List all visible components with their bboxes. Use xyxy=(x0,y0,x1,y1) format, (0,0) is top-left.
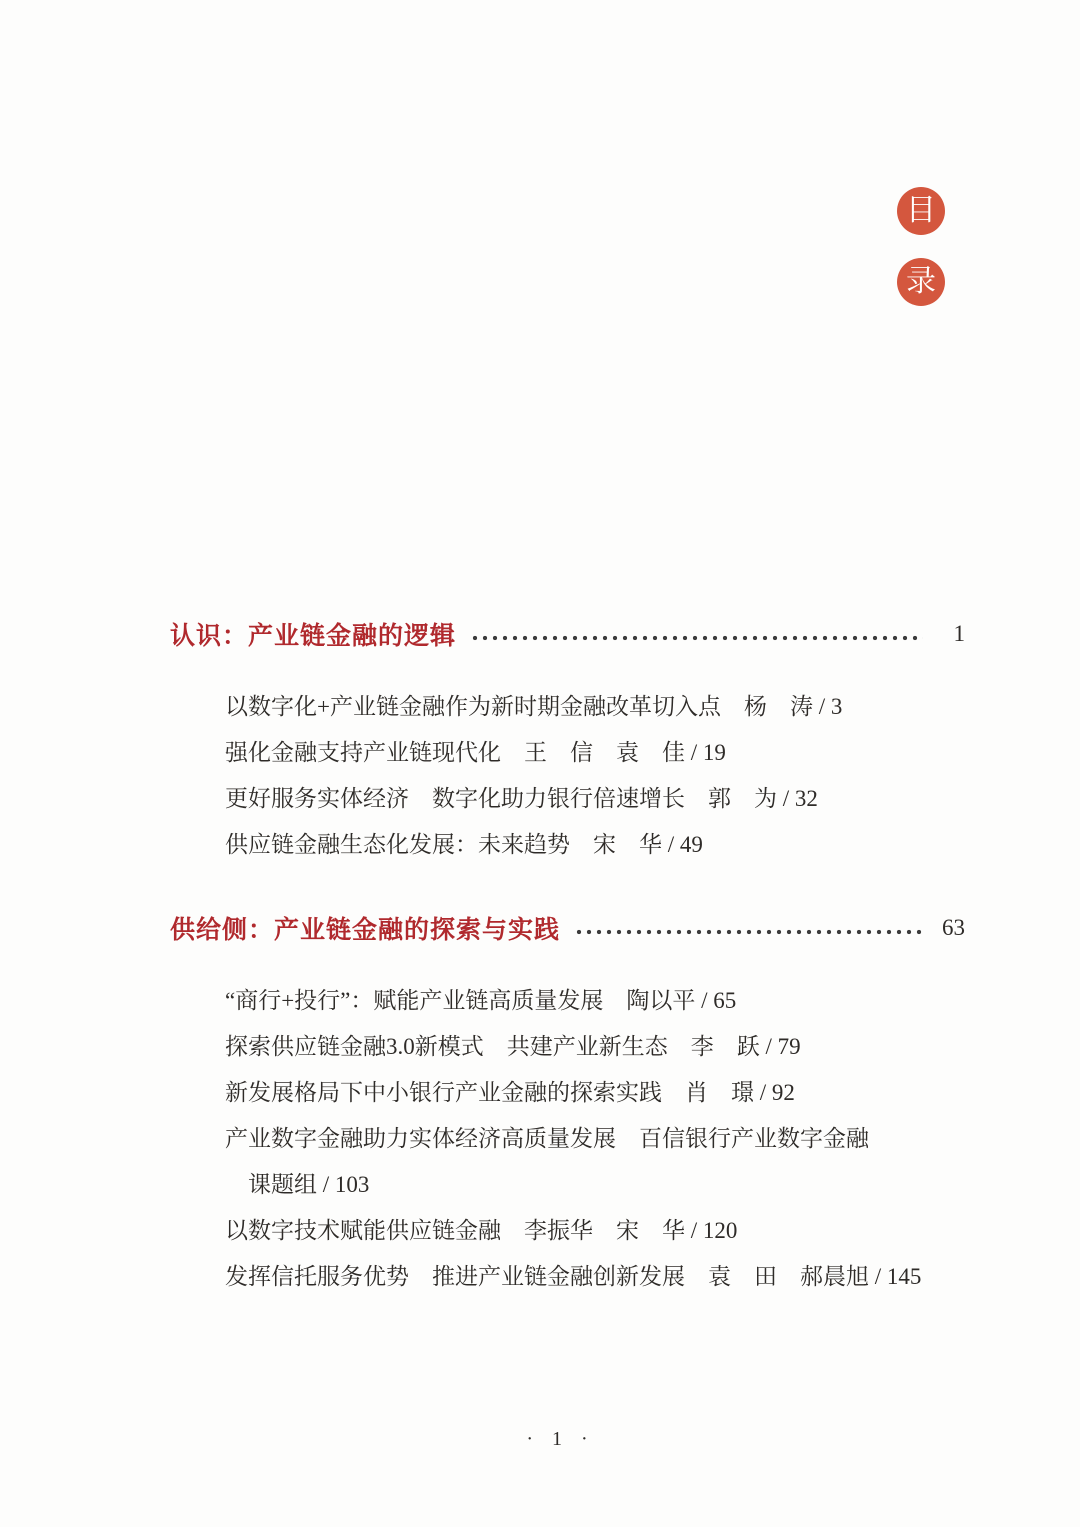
catalog-badge-char-bottom: 录 xyxy=(906,265,936,298)
toc-entry: 新发展格局下中小银行产业金融的探索实践 肖 璟 / 92 xyxy=(225,1080,795,1105)
section-2-entries xyxy=(225,978,965,1300)
section-page-number: 1 xyxy=(953,621,965,646)
table-of-contents xyxy=(170,612,965,1300)
catalog-badge-char-top: 目 xyxy=(906,194,936,227)
toc-entry: 探索供应链金融3.0新模式 共建产业新生态 李 跃 / 79 xyxy=(225,1034,801,1059)
catalog-badge-circle-bottom xyxy=(897,258,945,306)
dotted-leader xyxy=(470,632,923,644)
section-header-2 xyxy=(170,906,965,950)
toc-entry: “商行+投行”：赋能产业链高质量发展 陶以平 / 65 xyxy=(225,988,737,1013)
toc-entry: 供应链金融生态化发展：未来趋势 宋 华 / 49 xyxy=(225,832,703,857)
toc-entry: 发挥信托服务优势 推进产业链金融创新发展 袁 田 郝晨旭 / 145 xyxy=(225,1264,922,1289)
toc-entry: 以数字技术赋能供应链金融 李振华 宋 华 / 120 xyxy=(225,1218,738,1243)
toc-entry: 更好服务实体经济 数字化助力银行倍速增长 郭 为 / 32 xyxy=(225,786,818,811)
toc-entry: 强化金融支持产业链现代化 王 信 袁 佳 / 19 xyxy=(225,740,726,765)
section-page-number: 63 xyxy=(942,915,965,940)
toc-entry: 以数字化+产业链金融作为新时期金融改革切入点 杨 涛 / 3 xyxy=(225,694,843,719)
section-1-entries xyxy=(225,684,965,868)
section-title: 供给侧：产业链金融的探索与实践 xyxy=(170,917,561,944)
toc-entry: 产业数字金融助力实体经济高质量发展 百信银行产业数字金融 xyxy=(225,1126,869,1151)
dotted-leader xyxy=(574,926,923,938)
catalog-badge xyxy=(897,187,945,306)
catalog-badge-circle-top xyxy=(897,187,945,235)
toc-entry-continuation: 课题组 / 103 xyxy=(248,1172,370,1197)
section-header-1 xyxy=(170,612,965,656)
section-title: 认识：产业链金融的逻辑 xyxy=(170,623,457,650)
page-number-footer: · 1 · xyxy=(526,1428,590,1450)
